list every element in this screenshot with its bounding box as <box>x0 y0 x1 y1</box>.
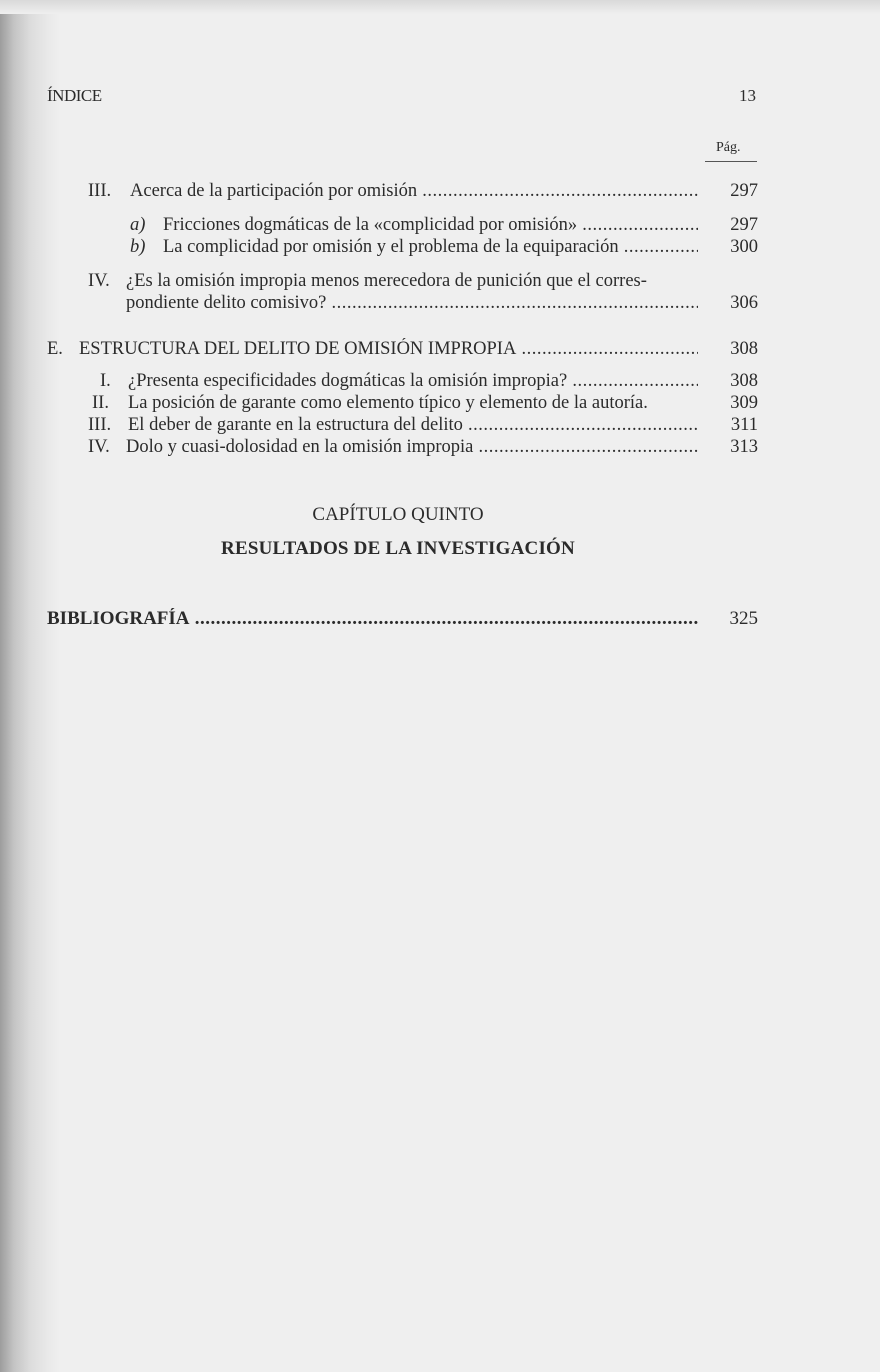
toc-entry <box>88 270 758 292</box>
toc-entry-title: La complicidad por omisión y el problema de la equiparación ..... <box>163 236 698 258</box>
toc-entry-page: 309 <box>730 393 758 413</box>
toc-entry-number: IV. <box>88 437 110 457</box>
toc-entry <box>88 436 758 458</box>
toc-entry-page: 308 <box>730 339 758 359</box>
toc-entry <box>130 236 758 258</box>
toc-entry-page: 311 <box>730 415 758 435</box>
toc-entry-page: 297 <box>730 215 758 235</box>
toc-entry-page: 313 <box>730 437 758 457</box>
toc-entry-number: b) <box>130 237 146 257</box>
toc-entry-title-line1: ¿Es la omisión impropia menos merecedora de punición que el corres- <box>126 271 647 291</box>
toc-entry-number: III. <box>88 415 112 435</box>
page-column-rule <box>705 161 757 162</box>
toc-entry-title: Fricciones dogmáticas de la «complicidad por omisión» ..... <box>163 214 698 236</box>
toc-entry-page: 297 <box>730 181 758 201</box>
toc-entry <box>130 214 758 236</box>
toc-entry-page: 325 <box>729 608 758 629</box>
toc-entry-number: IV. <box>88 271 110 291</box>
toc-entry-title: Dolo y cuasi-dolosidad en la omisión impropia ..... <box>126 436 698 458</box>
toc-entry-number: I. <box>100 371 111 391</box>
page-column-label: Pág. <box>716 140 741 155</box>
toc-entry-title: Acerca de la participación por omisión ..... <box>130 180 698 202</box>
toc-entry-page: 300 <box>730 237 758 257</box>
page-top-shadow <box>0 0 880 14</box>
toc-entry-title: El deber de garante en la estructura del delito ..... <box>128 414 698 436</box>
toc-entry <box>88 370 758 392</box>
toc-entry-page: 308 <box>730 371 758 391</box>
toc-section-entry <box>47 338 758 360</box>
toc-bibliography-entry <box>47 608 758 630</box>
toc-entry-number: a) <box>130 215 146 235</box>
toc-entry-number: E. <box>47 339 63 359</box>
chapter-label: CAPÍTULO QUINTO <box>312 504 484 525</box>
running-header-title: ÍNDICE <box>47 86 102 105</box>
toc-entry-number: III. <box>88 181 112 201</box>
toc-entry-title: BIBLIOGRAFÍA ..... <box>47 608 698 630</box>
chapter-title: RESULTADOS DE LA INVESTIGACIÓN <box>221 538 575 559</box>
toc-entry <box>88 414 758 436</box>
toc-entry-continuation <box>88 292 758 314</box>
toc-entry-title-line2: pondiente delito comisivo? ..... <box>126 292 698 314</box>
page-number: 13 <box>739 86 756 105</box>
toc-entry-page: 306 <box>730 293 758 313</box>
toc-entry-title: ¿Presenta especificidades dogmáticas la omisión impropia? ..... <box>128 370 698 392</box>
toc-entry-title: ESTRUCTURA DEL DELITO DE OMISIÓN IMPROPIA ..... <box>79 338 698 360</box>
toc-entry-title: La posición de garante como elemento típico y elemento de la autoría. <box>128 393 648 413</box>
toc-entry <box>88 180 758 202</box>
toc-entry <box>88 392 758 414</box>
page-binding-shadow <box>0 0 60 1372</box>
toc-entry-number: II. <box>92 393 109 413</box>
